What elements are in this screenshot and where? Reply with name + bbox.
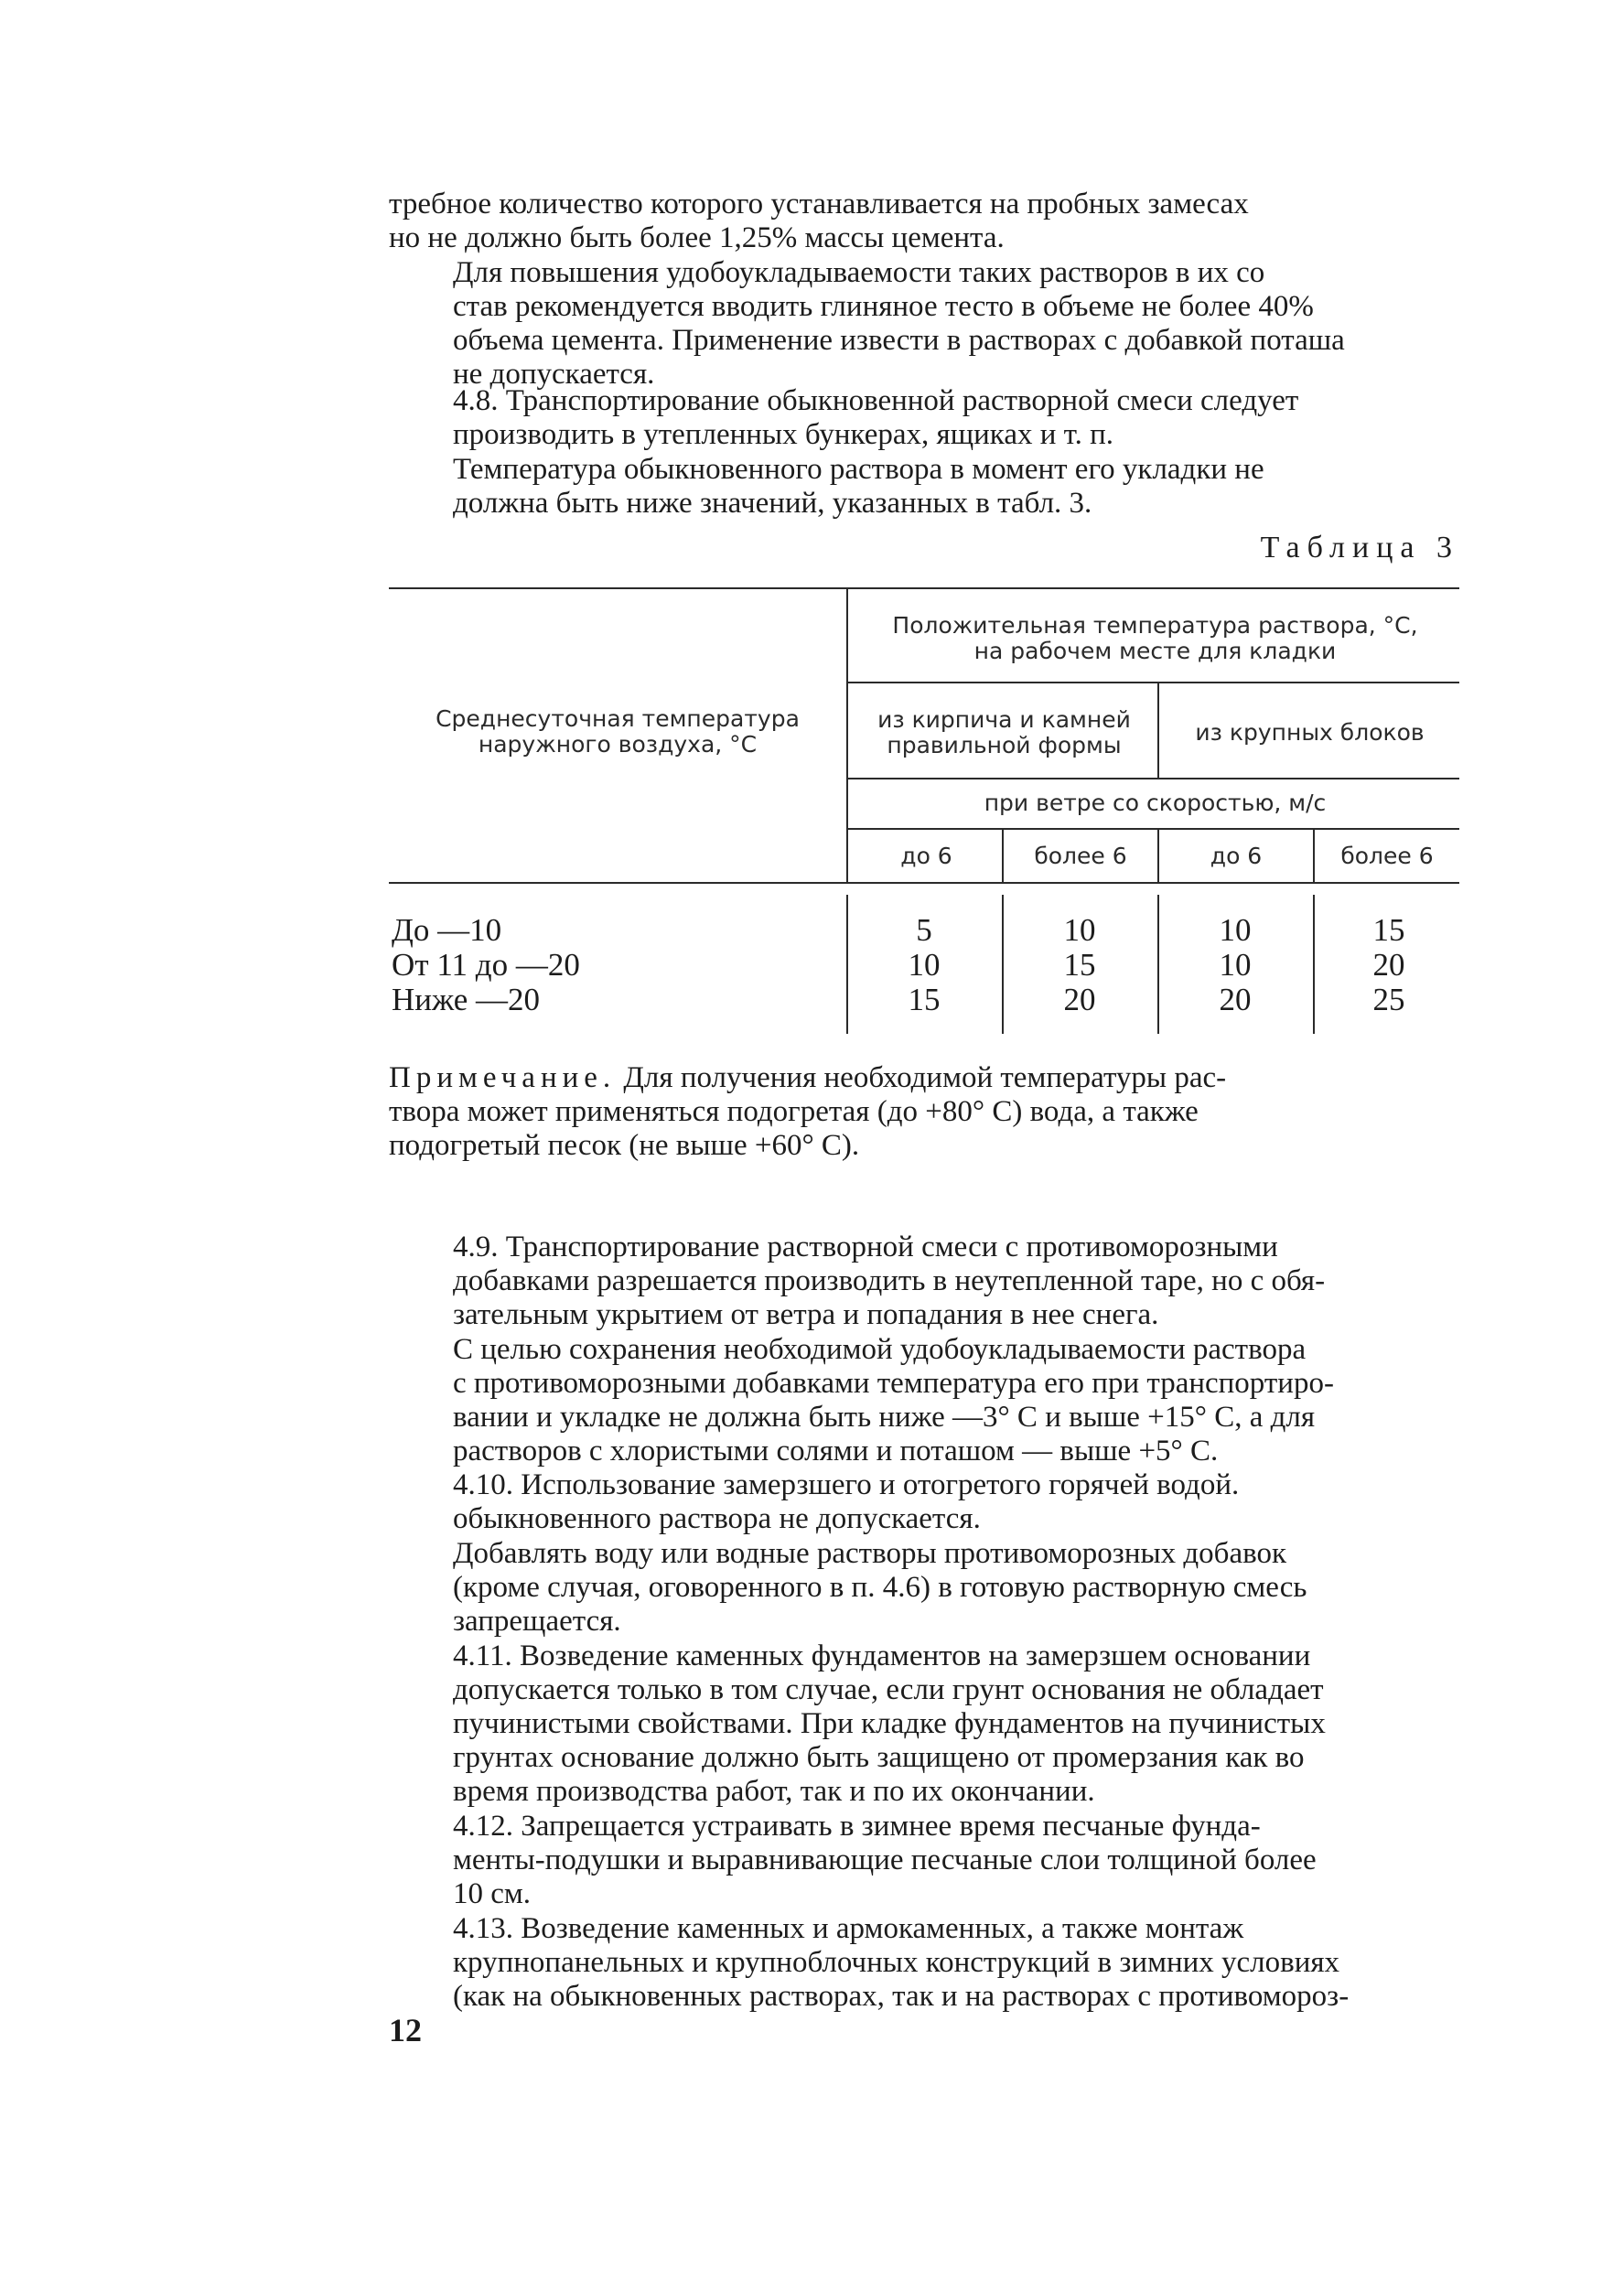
- text-line: 4.11. Возведение каменных фундаментов на замерзшем основании: [453, 1639, 1311, 1672]
- table-body-vrule: [1002, 895, 1004, 1034]
- text-line: 4.9. Транспортирование растворной смеси с противоморозными: [453, 1231, 1278, 1263]
- text-line: растворов с хлористыми солями и поташом — выше +5° С.: [453, 1435, 1219, 1467]
- header-text: правильной формы: [887, 732, 1122, 758]
- table-note: [389, 1061, 1459, 1163]
- note-text: Для получения необходимой температуры рас-: [616, 1061, 1227, 1094]
- text-line: обыкновенного раствора не допускается.: [453, 1502, 981, 1535]
- table-wind-header: при ветре со скоростью, м/с: [984, 790, 1327, 816]
- text-line: производить в утепленных бункерах, ящиках и т. п.: [453, 418, 1113, 451]
- paragraph-water: [389, 1537, 1459, 1639]
- table-cell: 10: [1219, 947, 1252, 983]
- table-group2-header: из крупных блоков: [1195, 719, 1425, 746]
- text-line: вании и укладке не должна быть ниже —3° С и выше +15° С, а для: [453, 1401, 1316, 1434]
- paragraph-purpose: [389, 1333, 1459, 1468]
- table-col0-header: [393, 706, 842, 758]
- table-top-header: [851, 613, 1459, 664]
- table-group1-header: [851, 707, 1157, 758]
- text-line: Температура обыкновенного раствора в момент его укладки не: [453, 453, 1264, 486]
- table-row-label: До —10: [392, 912, 502, 948]
- table-speed-label: до 6: [900, 843, 952, 869]
- text-line: объема цемента. Применение извести в растворах с добавкой поташа: [453, 324, 1345, 357]
- table-cell: 15: [908, 982, 941, 1017]
- text-line: 4.10. Использование замерзшего и отогретого горячей водой.: [453, 1468, 1240, 1501]
- header-text: Среднесуточная температура: [436, 705, 800, 732]
- table-body-vrule: [1157, 895, 1159, 1034]
- table-header-bottom-rule: [389, 882, 1459, 884]
- table-caption: Таблица 3: [1260, 531, 1459, 564]
- table-cell: 25: [1372, 982, 1405, 1017]
- header-text: Положительная температура раствора, °С,: [892, 612, 1418, 639]
- table-cell: 5: [916, 912, 932, 948]
- paragraph-4-8: [389, 384, 1459, 452]
- table-speed-label: до 6: [1210, 843, 1263, 869]
- text-line: не допускается.: [453, 358, 655, 391]
- text-line: добавками разрешается производить в неутепленной таре, но с обя-: [453, 1264, 1326, 1297]
- text-line: Добавлять воду или водные растворы противоморозных добавок: [453, 1537, 1287, 1570]
- table-row-label: От 11 до —20: [392, 947, 580, 983]
- text-line: пучинистыми свойствами. При кладке фундаментов на пучинистых: [453, 1707, 1326, 1740]
- text-line: 10 см.: [453, 1877, 532, 1910]
- header-text: на рабочем месте для кладки: [973, 638, 1337, 664]
- table-cell: 20: [1372, 947, 1405, 983]
- paragraph-4-9: [389, 1231, 1459, 1332]
- table-cell: 15: [1372, 912, 1405, 948]
- text-line: должна быть ниже значений, указанных в табл. 3.: [453, 487, 1092, 520]
- paragraph-temperature: [389, 453, 1459, 521]
- text-line: подогретый песок (не выше +60° С).: [389, 1129, 860, 1162]
- table-cell: 20: [1063, 982, 1096, 1017]
- table-cell: 10: [1063, 912, 1096, 948]
- table-cell: 10: [1219, 912, 1252, 948]
- header-text: наружного воздуха, °С: [478, 731, 758, 758]
- table-body-vrule: [1313, 895, 1315, 1034]
- text-line: время производства работ, так и по их окончании.: [453, 1775, 1095, 1808]
- table-group-vrule: [1157, 682, 1159, 778]
- text-line: 4.12. Запрещается устраивать в зимнее время песчаные фунда-: [453, 1810, 1261, 1843]
- table-header-rule: [848, 828, 1459, 830]
- text-line: (как на обыкновенных растворах, так и на растворах с противомороз-: [453, 1980, 1350, 2013]
- table-header-rule: [848, 682, 1459, 683]
- text-line: но не должно быть более 1,25% массы цемента.: [389, 221, 1005, 254]
- text-line: запрещается.: [453, 1605, 621, 1638]
- table-cell: 15: [1063, 947, 1096, 983]
- text-line: твора может применяться подогретая (до +80° С) вода, а также: [389, 1095, 1199, 1128]
- text-line: крупнопанельных и крупноблочных конструкций в зимних условиях: [453, 1946, 1340, 1979]
- paragraph-4-11: [389, 1639, 1459, 1809]
- table-row-label: Ниже —20: [392, 982, 541, 1017]
- note-label: Примечание.: [389, 1061, 617, 1094]
- text-line: С целью сохранения необходимой удобоукладываемости раствора: [453, 1333, 1307, 1366]
- text-line: требное количество которого устанавливается на пробных замесах: [389, 188, 1249, 220]
- text-line: менты-подушки и выравнивающие песчаные слои толщиной более: [453, 1844, 1317, 1876]
- table-cell: 10: [908, 947, 941, 983]
- table-speed-label: более 6: [1340, 843, 1434, 869]
- table-top-rule: [389, 587, 1459, 589]
- table-body-vrule: [846, 895, 848, 1034]
- text-line: 4.8. Транспортирование обыкновенной растворной смеси следует: [453, 384, 1299, 417]
- text-line: с противоморозными добавками температура его при транспортиро-: [453, 1367, 1334, 1400]
- text-line: (кроме случая, оговоренного в п. 4.6) в готовую растворную смесь: [453, 1571, 1307, 1604]
- paragraph-4-10: [389, 1468, 1459, 1536]
- table-header-rule: [848, 778, 1459, 779]
- table-speed-label: более 6: [1034, 843, 1127, 869]
- page-number: 12: [389, 2012, 422, 2048]
- text-line: грунтах основание должно быть защищено от промерзания как во: [453, 1741, 1305, 1774]
- paragraph-top: [389, 188, 1459, 255]
- table-header-vrule: [846, 587, 848, 882]
- paragraph-clay: [389, 256, 1459, 392]
- text-line: Для повышения удобоукладываемости таких растворов в их со: [453, 256, 1265, 289]
- table-cell: 20: [1219, 982, 1252, 1017]
- text-line: допускается только в том случае, если грунт основания не обладает: [453, 1673, 1324, 1706]
- text-line: зательным укрытием от ветра и попадания в нее снега.: [453, 1298, 1159, 1331]
- paragraph-4-12: [389, 1810, 1459, 1911]
- text-line: 4.13. Возведение каменных и армокаменных, а также монтаж: [453, 1912, 1244, 1945]
- paragraph-4-13: [389, 1912, 1459, 2014]
- text-line: став рекомендуется вводить глиняное тесто в объеме не более 40%: [453, 290, 1314, 323]
- header-text: из кирпича и камней: [877, 706, 1131, 733]
